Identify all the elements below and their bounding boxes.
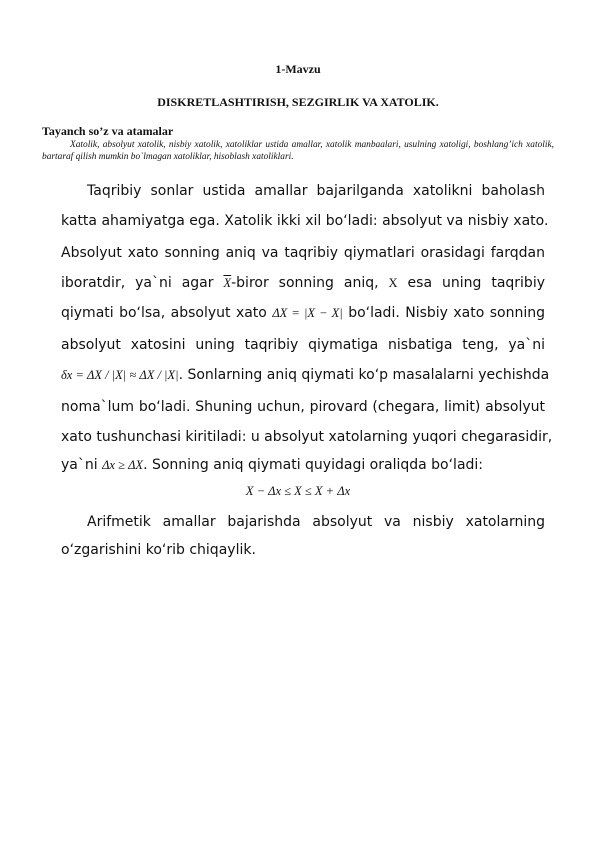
text-line: katta ahamiyatga ega. Xatolik ikki xil bo‘ladi: absolyut va nisbiy xato.: [61, 213, 549, 229]
text-line: Absolyut xato sonning aniq va taqribiy qiymatlari orasidagi farqdan: [61, 245, 545, 261]
text-line: [61, 303, 545, 323]
text-line: o‘zgarishini ko‘rib chiqaylik.: [61, 542, 256, 558]
inequality-formula: X − Δx ≤ X ≤ X + Δx: [245, 484, 351, 498]
text-line: Arifmetik amallar bajarishda absolyut va nisbiy xatolarning: [87, 514, 545, 530]
text-line: xato tushunchasi kiritiladi: u absolyut xatolarning yuqori chegarasidir,: [61, 429, 553, 445]
text-line: [61, 455, 545, 475]
math-expression: ΔX = |X − X|: [272, 306, 343, 320]
text-line: [61, 273, 545, 293]
math-symbol: X: [388, 276, 398, 290]
keywords-heading: Tayanch so’z va atamalar: [42, 124, 174, 138]
topic-number: 1-Mavzu: [275, 62, 321, 76]
page-title: DISKRETLASHTIRISH, SEZGIRLIK VA XATOLIK.: [157, 95, 439, 109]
text-line: noma`lum bo‘ladi. Shuning uchun, pirovard (chegara, limit) absolyut: [61, 399, 545, 415]
text-segment: ya`ni: [61, 457, 98, 473]
math-symbol: $\overline{X}$: [223, 276, 232, 290]
math-expression: Δx ≥ ΔX: [102, 458, 144, 472]
text-segment: -biror sonning aniq,: [231, 275, 379, 291]
text-segment: iboratdir, ya`ni agar: [61, 275, 214, 291]
math-expression: δx = ΔX / |X| ≈ ΔX / |X|: [61, 368, 179, 382]
text-line: Taqribiy sonlar ustida amallar bajarilganda xatolikni baholash: [87, 183, 545, 199]
text-line: absolyut xatosini uning taqribiy qiymatiga nisbatiga teng, ya`ni: [61, 337, 545, 353]
text-segment: . Sonlarning aniq qiymati ko‘p masalalarni yechishda: [178, 367, 550, 383]
keywords-text: Xatolik, absolyut xatolik, nisbiy xatolik, xatoliklar ustida amallar, xatolik manbaalari, usulning xatoligi, boshlang’ich xatolik, bartaraf qilish mumkin bo`lmagan xatoliklar, hisoblash xatoliklari.: [42, 140, 554, 162]
text-segment: qiymati bo‘lsa, absolyut xato: [61, 305, 267, 321]
text-segment: . Sonning aniq qiymati quyidagi oraliqda bo‘ladi:: [143, 457, 484, 473]
text-segment: bo‘ladi. Nisbiy xato sonning: [348, 305, 545, 321]
text-segment: esa uning taqribiy: [407, 275, 545, 291]
text-line: [61, 365, 550, 385]
